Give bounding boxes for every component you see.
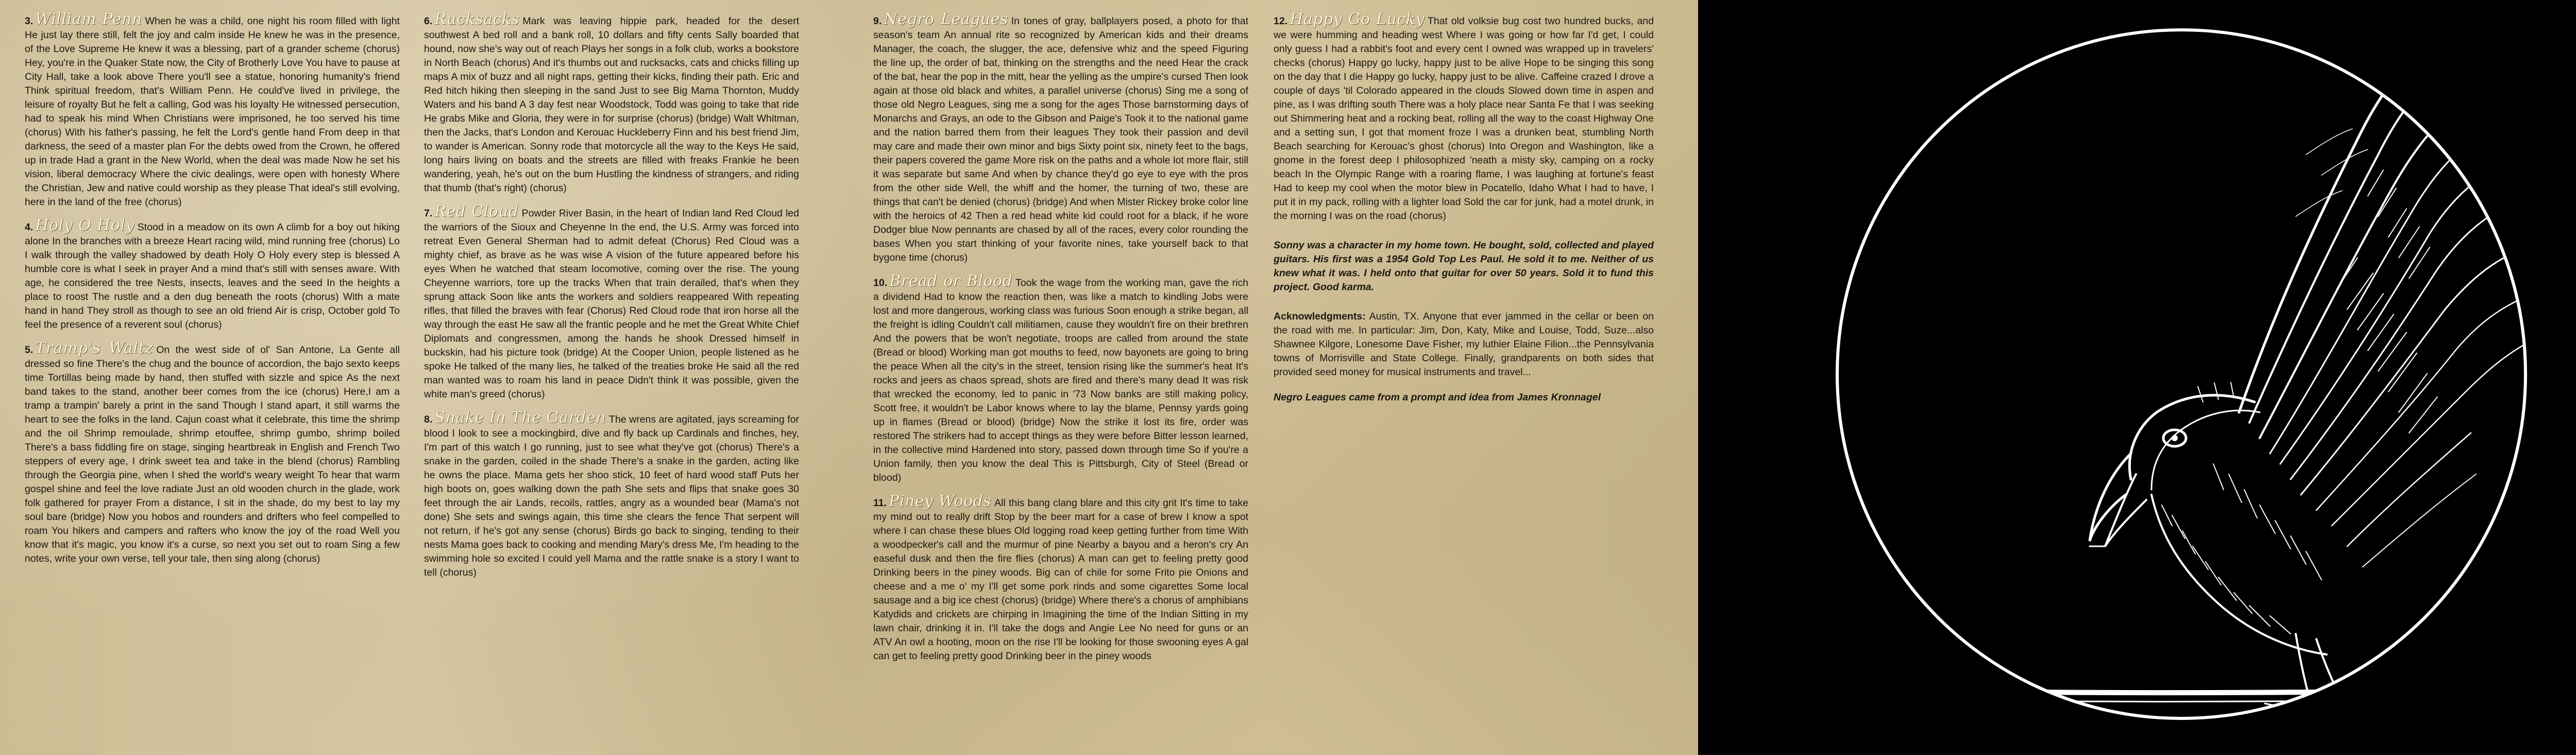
song-9 xyxy=(873,12,1248,265)
song-11 xyxy=(873,494,1248,663)
song-lyrics: In tones of gray, ballplayers posed, a photo for that season's team An annual rite so recognized by American kids and their dreams Manager, the coach, the slugger, the ace, defensive whiz and the speed Figuring the line up, the order of bat, thinking on the strengths and the need Hear the crack of the bat, hear the pop in the mitt, hear the yelling as the umpire's cursed Then look again at those old black and whites, a parallel universe (chorus) Sing me a song of those old Negro Leagues, sing me a song for the ages Those barnstorming days of Monarchs and Grays, an ode to the Gibson and Paige's Took it to the national game and the nation barred them from their leagues They took their passion and devil may care and made their own minor and bigs Sixty point six, ninety feet to the bags, their papers covered the game More risk on the paths and a whole lot more flair, still it was separate but same And when by chance they'd go eye to eye with the pros from the other side Well, the whiff and the homer, the turning of two, these are things that can't be denied (chorus) (bridge) And when Mister Rickey broke color line with the heroics of 42 Then a red head white kid could root for a black, if he wore Dodger blue Now pennants are chased by all of the races, every color rounding the bases When you start thinking of your favorite nines, take yourself back to that bygone time (chorus) xyxy=(873,15,1248,263)
song-title: Happy Go Lucky xyxy=(1290,12,1425,28)
song-lyrics: Stood in a meadow on its own A climb for a boy out hiking alone In the branches with a breeze Heart racing wild, mind running free (chorus) Lo I walk through the valley shadowed by death Holy O Holy every step is blessed A humble core is what I seek in prayer And a mind that's still with senses aware. With age, he considered the tree Nests, insects, leaves and the seed In the heights a place to roost The rustle and a den dug beneath the roots (chorus) With a mate hand in hand They stroll as though to see an old friend Air is crisp, October gold To feel the presence of a reverent soul (chorus) xyxy=(25,222,400,330)
song-title: Negro Leagues xyxy=(884,12,1008,28)
song-number: 4. xyxy=(25,222,33,233)
acknowledgments xyxy=(1274,310,1654,379)
acknowledgments-text: Austin, TX. Anyone that ever jammed in the cellar or been on the road with me. In particular: Jim, Don, Katy, Mike and Louise, Todd, Suze...also Shawnee Kilgore, Lonesome Dave Fisher, my luthier Elaine Filion...the Pennsylvania towns of Morrisville and State College. Finally, grandparents on both sides that provided seed money for musical instruments and travel... xyxy=(1274,311,1654,378)
song-lyrics: The wrens are agitated, jays screaming for blood I look to see a mockingbird, dive and fly back up Cardinals and finches, hey, I'm part of this watch I go running, just to see what they've got (chorus) There's a snake in the garden, coiled in the shade There's a snake in the garden, acting like he owns the place. Mama gets her shoo stick, 10 feet of hard wood staff Puts her high boots on, goes walking down the path She sets and flips that snake goes 30 feet through the air Lands, recoils, rattles, angry as a wounded bear (Mama's not done) She sets and swings again, this time she clears the fence That serpent will not return, if he's got any sense (chorus) Birds go back to singing, tending to their nests Mama goes back to cooking and mending Mary's dress Me, I'm heading to the swimming hole so excited I could yell Mama and the rattle snake is a story I want to tell (chorus) xyxy=(424,414,799,578)
song-6 xyxy=(424,12,799,195)
album-art-panel xyxy=(1698,0,2576,755)
song-8 xyxy=(424,411,799,580)
song-title: Snake In The Garden xyxy=(434,409,606,427)
song-title: Tramp's Waltz xyxy=(35,339,154,357)
song-number: 11. xyxy=(873,497,887,509)
raven-illustration xyxy=(1698,0,2576,755)
song-title: Red Cloud xyxy=(434,203,519,221)
song-number: 3. xyxy=(25,15,33,27)
song-number: 7. xyxy=(424,208,433,219)
song-3 xyxy=(25,12,400,209)
song-5 xyxy=(25,341,400,566)
song-title: Piney Woods xyxy=(889,492,992,510)
song-credit-note: Negro Leagues came from a prompt and idea from James Kronnagel xyxy=(1274,392,1601,403)
song-title: Rucksacks xyxy=(434,12,520,28)
circular-frame xyxy=(1837,30,2526,718)
song-number: 8. xyxy=(424,414,433,425)
song-lyrics: Took the wage from the working man, gave the rich a dividend Had to know the reaction then, was like a match to kindling Jobs were lost and more dangerous, working class was furious Soon enough a strike began, all the freight is idling Couldn't call militiamen, cause they wouldn't fire on their brethren And the powers that be won't negotiate, troops are called from around the state (Bread or blood) Working man got mouths to feed, now bayonets are going to bring the peace When all the city's in the street, tension rising like the summer's heat It's rocks and jeers as chaos spread, shots are fired and there's many dead It was risk that wrecked the economy, led to panic in '73 Now banks are still making policy, Scott free, it wouldn't be Labor knows where to lay the blame, Pennsy yards going up in flames (Bread or blood) (bridge) Now the strike it lost its fire, order was restored The strikers had to accept things as they were before Bitter lesson learned, in the collective mind Hardened into story, passed down through time So if you're a Union family, then you know the deal This is Pittsburgh, City of Steel (Bread or blood) xyxy=(873,277,1248,483)
song-number: 9. xyxy=(873,15,882,27)
song-lyrics: Powder River Basin, in the heart of Indian land Red Cloud led the warriors of the Sioux and Cheyenne In the end, the U.S. Army was forced into retreat Even General Sherman had to admit defeat (Chorus) Red Cloud was a mighty chief, as brave as he was wise A vision of the future appeared before his eyes When he watched that steam locomotive, coming over the rise. The young Cheyenne warriors, tore up the tracks When that train derailed, that's when they sprung attack Soon like ants the workers and soldiers reappeared With repeating rifles, that filled the braves with fear (Chorus) Red Cloud rode that iron horse all the way through the east He saw all the frantic people and he met the Great White Chief Diplomats and congressmen, among the hands he shook Dressed himself in buckskin, had his picture took (bridge) At the Cooper Union, people listened as he spoke He talked of the many lies, he talked of the treaties broke He said all the red man wanted was to roam his land in peace Didn't think it was possible, given the white man's greed (chorus) xyxy=(424,208,799,400)
song-number: 5. xyxy=(25,344,33,356)
sonny-note: Sonny was a character in my home town. He bought, sold, collected and played guitars. His first was a 1954 Gold Top Les Paul. He sold it to me. Neither of us knew what it was. I held onto that guitar for over 50 years. Sold it to fund this project. Good karma. xyxy=(1274,240,1654,293)
song-7 xyxy=(424,205,799,401)
song-title: Bread or Blood xyxy=(889,272,1013,290)
song-10 xyxy=(873,274,1248,485)
song-lyrics: All this bang clang blare and this city grit It's time to take my mind out to really drift Stop by the beer mart for a case of brew I know a spot where I can chase these blues Old logging road keep getting further from time With a woodpecker's call and the murmur of pine Nearby a bayou and a heron's cry An easeful dusk and then the fire flies (chorus) A man can get to feeling pretty good Drinking beers in the piney woods. Big can of chile for some Frito pie Onions and cheese and a me o' my I'll get some pork rinds and some cigarettes Some local sausage and a big ice chest (chorus) (bridge) Where there's a chorus of amphibians Katydids and crickets are chirping in Imagining the time of the Indian Sitting in my lawn chair, drinking it in. I'll take the dogs and Angie Lee No need for guns or an ATV An owl a hooting, moon on the rise I'll be looking for those swooning eyes A gal can get to feeling pretty good Drinking beer in the piney woods xyxy=(873,497,1248,662)
song-lyrics: Mark was leaving hippie park, headed for the desert southwest A bed roll and a bank roll, 10 dollars and fifty cents Sally boarded that hound, now she's way out of reach Plays her songs in a folk club, works a bookstore in North Beach (chorus) And it's thumbs out and rucksacks, cats and chicks filling up maps A mix of buzz and all night raps, getting their kicks, finding their path. Eric and Red hitch hiking then sleeping in the sand Just to see Big Mama Thornton, Muddy Waters and his band A 3 day fest near Woodstock, Todd was going to take that ride He grabs Mike and Gloria, they were in for surprise (chorus) (bridge) Walt Whitman, then the Jacks, that's London and Kerouac Huckleberry Finn and his best friend Jim, to wander is American. Sonny rode that motorcycle all the way to the Keys He said, long hairs living on boats and the streets are filled with freaks Frankie he been wandering, yeah, he's out on the bum Hustling the kindness of strangers, and riding that thumb (that's right) (chorus) xyxy=(424,15,799,194)
lyrics-column-1 xyxy=(25,12,400,744)
song-number: 12. xyxy=(1274,15,1288,27)
lyrics-column-2 xyxy=(424,12,799,744)
lyrics-column-4 xyxy=(1274,12,1654,744)
lyrics-column-3 xyxy=(873,12,1248,744)
song-lyrics: When he was a child, one night his room filled with light He just lay there still, felt the joy and calm inside He knew he was in the presence, of the Love Supreme He knew it was a blessing, part of a grander scheme (chorus) Hey, you're in the Quaker State now, the City of Brotherly Love You have to pause at City Hall, take a look above There you'll see a statue, honoring humanity's friend Think spiritual freedom, that's William Penn. He could've lived in privilege, the leisure of royalty But he felt a calling, God was his loyalty He witnessed persecution, had to speak his mind When Christians were imprisoned, he too served his time (chorus) With his father's passing, he felt the Lord's gentle hand From deep in that darkness, the seed of a master plan For the debts owed from the Crown, he offered up in trade Had a grant in the New World, when the deal was made Now he set his vision, liberal democracy Where the civic dealings, were open with honesty Where the Christian, Jew and native could worship as they please That ideal's still evolving, here in the land of the free (chorus) xyxy=(25,15,400,208)
song-title: William Penn xyxy=(35,12,142,28)
song-title: Holy O Holy xyxy=(35,216,134,234)
acknowledgments-label: Acknowledgments: xyxy=(1274,311,1366,322)
song-lyrics: That old volksie bug cost two hundred bucks, and we were humming and heading west Where I was going or how far I'd get, I could only guess I had a rabbit's foot and every cent I owned was wrapped up in travelers' checks (chorus) Happy go lucky, happy just to be alive Hope to be singing this song on the day that I die Happy go lucky, happy just to be alive. Caffeine crazed I drove a couple of days 'til Colorado appeared in the clouds Slowed down time in aspen and pine, as I was drifting south There was a holy place near Santa Fe that I was seeking out Shimmering heat and a rocking beat, rolling all the way to the coast Highway One and a setting sun, I got that moment froze I was a drunken beat, stumbling North Beach searching for Kerouac's ghost (chorus) Into Oregon and Washington, like a gnome in the forest deep I philosophized 'neath a misty sky, camping on a rocky beach In the Olympic Range with a roaring flame, I was laughing at fortune's feast Had to keep my cool when the motor blew in Pocatello, Idaho What I had to have, I put it in my pack, rolling with a lighter load Sold the car for junk, had a motel drunk, in the morning I was on the road (chorus) xyxy=(1274,15,1654,222)
song-number: 10. xyxy=(873,277,888,289)
song-12 xyxy=(1274,12,1654,223)
song-4 xyxy=(25,216,400,332)
song-lyrics: On the west side of ol' San Antone, La Gente all dressed so fine There's the chug and the bounce of accordion, the bajo sexto keeps time Tortillas being made by hand, then stuffed with sizzle and spice As the next band takes to the stand, another beer comes from the ice (chorus) Here,I am a tramp a trampin' barely a print in the sand Though I stand apart, it still warms the heart to see the folks in the land. Cajun coast what it celebrate, this time the shrimp and the oil Shrimp remoulade, shrimp etouffee, shrimp gumbo, shrimp boiled There's a bass fiddling fire on stage, singing heartbreak in English and French Two steppers of every age, I drink sweet tea and take in the blend (chorus) Rambling through the Georgia pine, when I shed the world's weary weight To hear that warm gospel shine and feel the love radiate Just an old wooden church in the glade, work folk gathered for prayer From a distance, I sit in the shade, do my best to lay my soul bare (bridge) Now you hobos and rounders and drifters who feel compelled to roam You hikers and campers and rafters who know the joy of the road Well you know that it's magic, you know it's a curse, so next you set out to roam Sing a few notes, write your own verse, tell your tale, then sing along (chorus) xyxy=(25,344,400,564)
song-number: 6. xyxy=(424,15,433,27)
